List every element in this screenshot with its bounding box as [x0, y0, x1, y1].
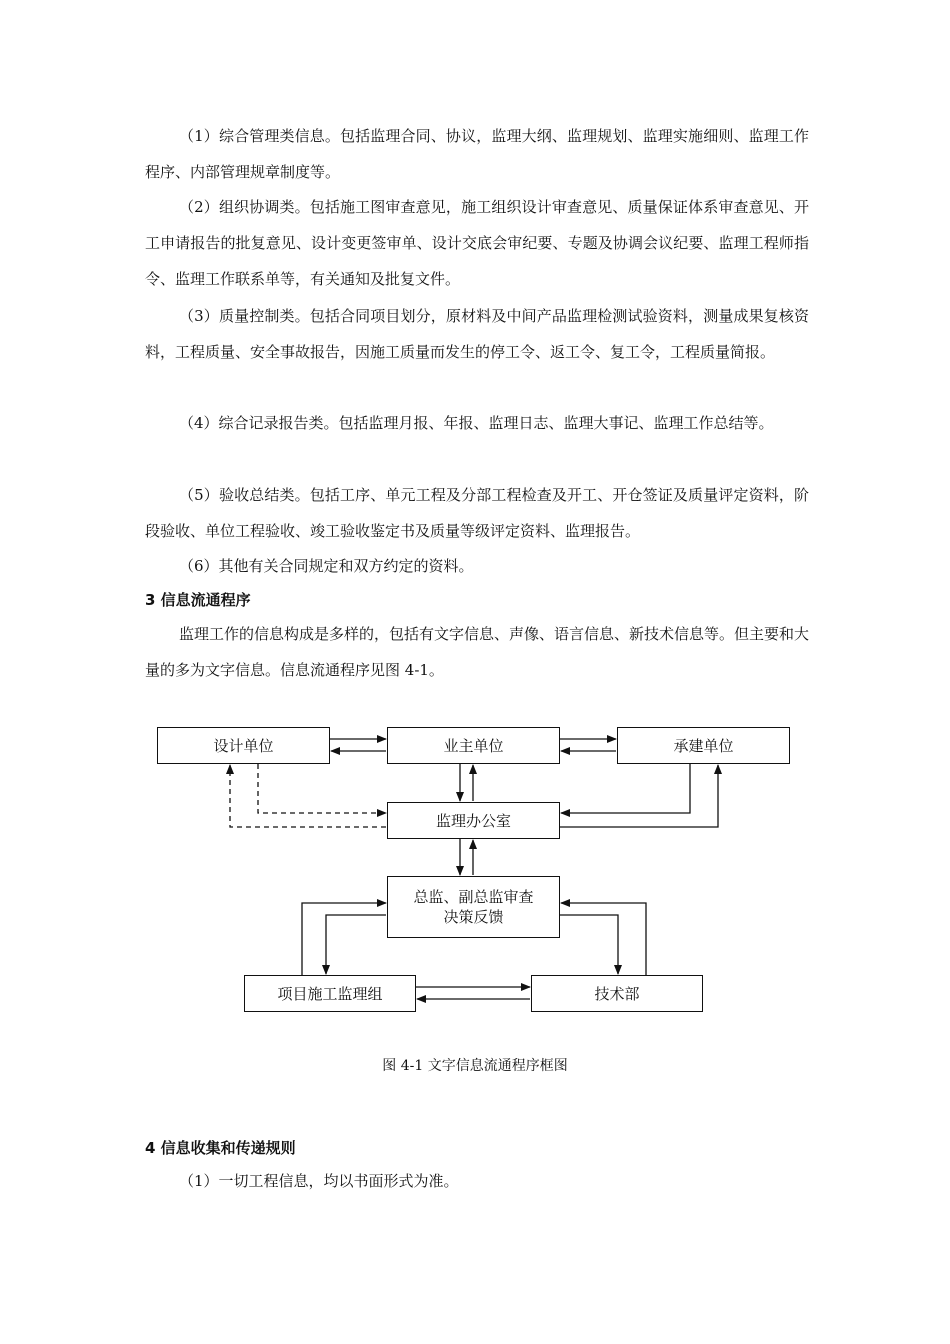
box-project-team: 项目施工监理组: [244, 975, 416, 1012]
box-contractor-unit: 承建单位: [617, 727, 790, 764]
box-chief-review: 总监、副总监审查决策反馈: [387, 876, 560, 938]
section-3-body: 监理工作的信息构成是多样的，包括有文字信息、声像、语言信息、新技术信息等。但主要和大量的多为文字信息。信息流通程序见图 4-1。: [145, 625, 810, 679]
paragraph-item-3: （3）质量控制类。包括合同项目划分，原材料及中间产品监理检测试验资料，测量成果复核资料，工程质量、安全事故报告，因施工质量而发生的停工令、返工令、复工令，工程质量简报。: [145, 307, 809, 361]
figure-caption: 图 4-1 文字信息流通程序框图: [382, 1058, 568, 1074]
section-3-heading: 3 信息流通程序: [145, 591, 251, 609]
section-4-item-1: （1）一切工程信息，均以书面形式为准。: [179, 1172, 459, 1190]
arrow-team-to-chief: [302, 903, 386, 975]
flow-diagram: [150, 715, 810, 1025]
paragraph-item-4: （4）综合记录报告类。包括监理月报、年报、监理日志、监理大事记、监理工作总结等。: [179, 414, 774, 432]
arrow-office-to-contractor: [560, 765, 718, 827]
box-tech-dept: 技术部: [531, 975, 703, 1012]
paragraph-item-1: （1）综合管理类信息。包括监理合同、协议，监理大纲、监理规划、监理实施细则、监理工作程序、内部管理规章制度等。: [145, 127, 809, 181]
paragraph-item-5: （5）验收总结类。包括工序、单元工程及分部工程检查及开工、开仓签证及质量评定资料，阶段验收、单位工程验收、竣工验收鉴定书及质量等级评定资料、监理报告。: [145, 486, 809, 540]
arrow-tech-to-chief: [561, 903, 646, 975]
arrow-contractor-to-office: [561, 764, 690, 813]
paragraph-item-6: （6）其他有关合同规定和双方约定的资料。: [179, 557, 474, 575]
box-design-unit: 设计单位: [157, 727, 330, 764]
dashed-office-to-design: [230, 765, 386, 827]
paragraph-item-2: （2）组织协调类。包括施工图审查意见，施工组织设计审查意见、质量保证体系审查意见、开工申请报告的批复意见、设计变更签审单、设计交底会审纪要、专题及协调会议纪要、监理工程师指令、监理工作联系单等，有关通知及批复文件。: [145, 198, 809, 288]
dashed-design-to-office: [258, 764, 386, 813]
box-owner-unit: 业主单位: [387, 727, 560, 764]
arrow-chief-to-team: [326, 915, 386, 974]
box-supervision-office: 监理办公室: [387, 802, 560, 839]
section-4-heading: 4 信息收集和传递规则: [145, 1139, 296, 1157]
arrow-chief-to-tech: [560, 915, 618, 974]
